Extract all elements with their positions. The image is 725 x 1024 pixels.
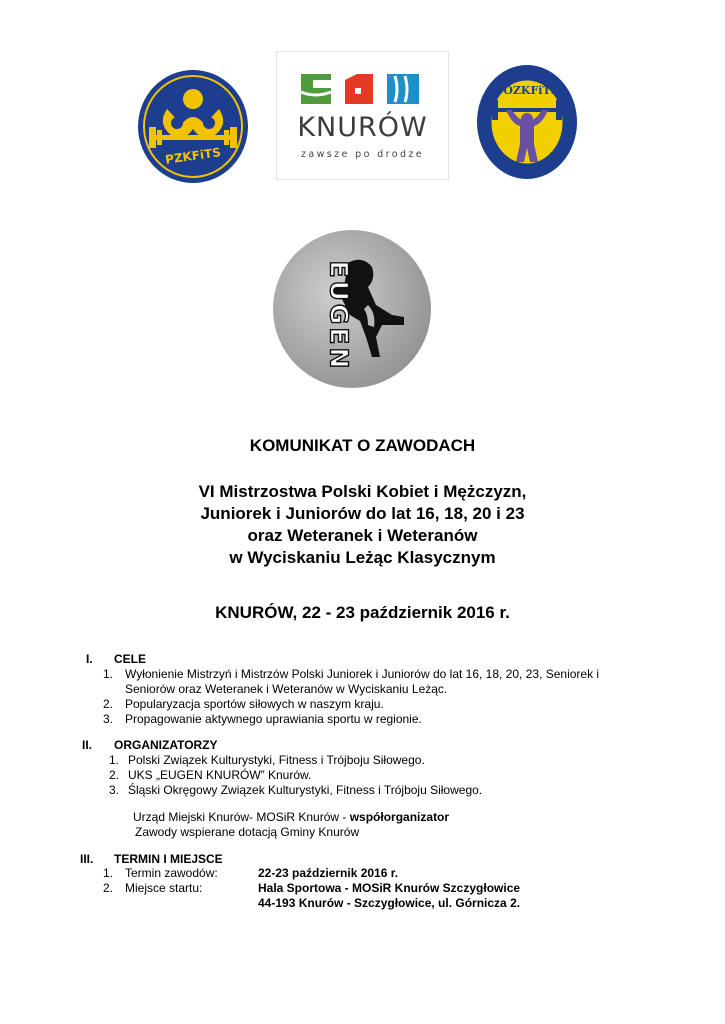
detail-label: Termin zawodów: (125, 866, 218, 880)
section-title: TERMIN I MIEJSCE (114, 852, 223, 866)
detail-value: 22-23 październik 2016 r. (258, 866, 399, 880)
event-title-line: VI Mistrzostwa Polski Kobiet i Mężczyzn, (198, 482, 527, 501)
list-item: Popularyzacja sportów siłowych w naszym kraju. (125, 697, 384, 711)
page-heading: KOMUNIKAT O ZAWODACH (249, 436, 476, 455)
detail-value-continuation: 44-193 Knurów - Szczygłowice, ul. Górnicza 2. (258, 896, 521, 910)
list-item-number: 1. (108, 753, 119, 767)
section-number: III. (80, 852, 94, 866)
section-number: II. (82, 738, 93, 752)
szkfits-logo (476, 64, 578, 180)
event-place-date: KNURÓW, 22 - 23 październik 2016 r. (215, 603, 510, 622)
event-title (0, 481, 725, 569)
list-item-number: 2. (102, 697, 113, 711)
list-item-number: 3. (102, 712, 113, 726)
detail-label: Miejsce startu: (125, 881, 203, 895)
pzkfits-logo-text: PZKFiTS (164, 145, 222, 167)
list-item-number: 1. (102, 667, 113, 681)
list-item: Śląski Okręgowy Związek Kulturystyki, Fitness i Trójboju Siłowego. (128, 783, 483, 797)
section-title: ORGANIZATORZY (114, 738, 218, 752)
szkfits-logo-text: ŚOZKFiTS (495, 84, 559, 97)
eugen-logo-text: EUGEN (324, 260, 354, 372)
co-organizer-role: współorganizator (349, 810, 450, 824)
list-item: Polski Związek Kulturystyki, Fitness i Trójboju Siłowego. (128, 753, 425, 767)
list-item-number: 2. (102, 881, 113, 895)
knurow-wordmark: KNURÓW (297, 112, 428, 143)
co-organizer-line (133, 810, 449, 824)
co-organizer-text: Urząd Miejski Knurów- MOSiR Knurów - (133, 810, 350, 824)
detail-value: Hala Sportowa - MOSiR Knurów Szczygłowice (258, 881, 521, 895)
event-title-line: oraz Weteranek i Weteranów (247, 526, 478, 545)
eugen-logo (272, 229, 432, 389)
section-number: I. (86, 652, 93, 666)
list-item-number: 3. (108, 783, 119, 797)
list-item: Wyłonienie Mistrzyń i Mistrzów Polski Juniorek i Juniorów do lat 16, 18, 20, 23, Seniorek i (125, 667, 600, 681)
support-note: Zawody wspierane dotacją Gminy Knurów (135, 825, 360, 839)
section-title: CELE (114, 652, 147, 666)
knurow-tagline: zawsze po drodze (300, 149, 425, 160)
event-title-line: w Wyciskaniu Leżąc Klasycznym (229, 548, 496, 567)
list-item-continuation: Seniorów oraz Weteranek i Weteranów w Wyciskaniu Leżąc. (125, 682, 448, 696)
list-item-number: 1. (102, 866, 113, 880)
list-item: Propagowanie aktywnego uprawiania sportu w regionie. (125, 712, 422, 726)
event-title-line: Juniorek i Juniorów do lat 16, 18, 20 i 23 (200, 504, 525, 523)
list-item: UKS „EUGEN KNURÓW” Knurów. (128, 768, 312, 782)
list-item-number: 2. (108, 768, 119, 782)
knurow-logo (276, 51, 449, 180)
pzkfits-logo (137, 69, 249, 184)
